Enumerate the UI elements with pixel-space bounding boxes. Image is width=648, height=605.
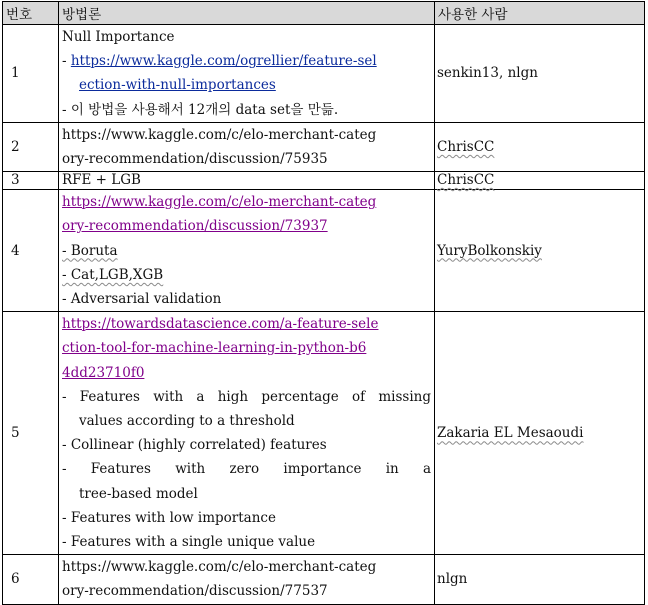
user-name: ChrisCC	[437, 139, 495, 156]
table-row	[3, 312, 645, 555]
table-row	[3, 122, 645, 171]
row-number: 5	[3, 312, 59, 555]
method-note: - 이 방법을 사용해서 12개의 data set을 만듦.	[62, 101, 339, 118]
method-url-text: https://www.kaggle.com/c/elo-merchant-categ	[62, 559, 377, 576]
table-row	[3, 190, 645, 312]
header-method: 방법론	[59, 2, 435, 25]
bullet-item: - Features with a single unique value	[62, 534, 316, 551]
method-link[interactable]: ection-with-null-importances	[79, 77, 276, 94]
bullet-item: - Cat,LGB,XGB	[62, 266, 164, 283]
method-link[interactable]: 4dd23710f0	[62, 364, 145, 381]
method-title: Null Importance	[62, 29, 175, 45]
method-link[interactable]: https://towardsdatascience.com/a-feature-sele	[62, 316, 379, 333]
user-name: Zakaria EL Mesaoudi	[437, 425, 584, 442]
row-number: 1	[3, 25, 59, 123]
header-user: 사용한 사람	[435, 2, 645, 25]
bullet-item: - Adversarial validation	[62, 291, 222, 308]
header-num: 번호	[3, 2, 59, 25]
user-name: nlgn	[437, 571, 468, 588]
method-url-text: ory-recommendation/discussion/75935	[62, 151, 328, 168]
bullet-item: - Features with zero importance in a	[62, 461, 431, 478]
method-cell	[59, 122, 435, 171]
user-name: ChrisCC	[437, 172, 495, 189]
table-row	[3, 555, 645, 604]
bullet-item-continuation: values according to a threshold	[79, 413, 295, 430]
bullet-item: - Features with a high percentage of missing	[62, 388, 431, 405]
bullet-item: - Boruta	[62, 242, 118, 259]
user-cell	[435, 172, 645, 190]
method-cell	[59, 172, 435, 190]
user-cell	[435, 555, 645, 604]
method-link[interactable]: https://www.kaggle.com/ogrellier/feature-sel	[70, 53, 377, 70]
feature-selection-table	[2, 1, 645, 605]
row-number: 2	[3, 122, 59, 171]
user-cell	[435, 190, 645, 312]
method-cell	[59, 312, 435, 555]
method-link-line: - https://www.kaggle.com/ogrellier/feature-sel	[62, 53, 377, 70]
method-cell	[59, 25, 435, 123]
row-number: 3	[3, 172, 59, 190]
user-name: YuryBolkonskiy	[437, 242, 542, 259]
method-url-text: ory-recommendation/discussion/77537	[62, 583, 328, 600]
user-cell	[435, 25, 645, 123]
table-row	[3, 172, 645, 190]
bullet-item-continuation: tree-based model	[79, 485, 198, 502]
method-link-line	[62, 73, 431, 97]
row-number: 4	[3, 190, 59, 312]
table-row	[3, 25, 645, 123]
row-number: 6	[3, 555, 59, 604]
bullet-item: - Collinear (highly correlated) features	[62, 437, 327, 454]
method-link[interactable]: https://www.kaggle.com/c/elo-merchant-categ	[62, 194, 377, 211]
user-cell	[435, 122, 645, 171]
bullet-item: - Features with low importance	[62, 509, 276, 526]
method-link[interactable]: ction-tool-for-machine-learning-in-python-b6	[62, 340, 367, 357]
method-text: RFE + LGB	[62, 172, 141, 189]
user-cell	[435, 312, 645, 555]
user-name: senkin13, nlgn	[437, 65, 538, 82]
method-cell	[59, 190, 435, 312]
method-cell	[59, 555, 435, 604]
method-url-text: https://www.kaggle.com/c/elo-merchant-categ	[62, 126, 377, 143]
method-link[interactable]: ory-recommendation/discussion/73937	[62, 218, 328, 235]
header-row	[3, 2, 645, 25]
